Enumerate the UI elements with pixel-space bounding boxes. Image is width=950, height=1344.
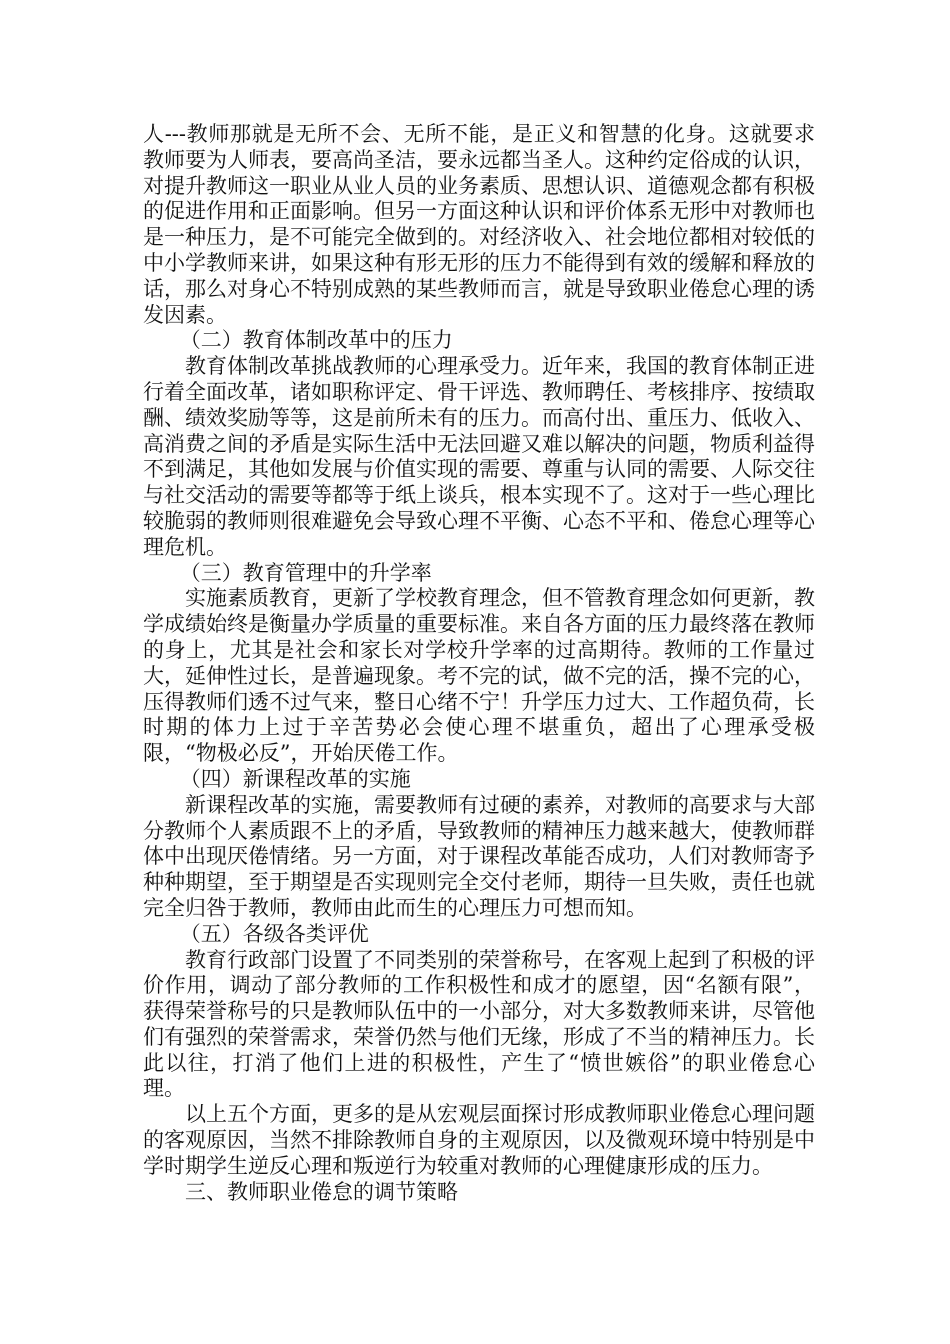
body-paragraph: 教育行政部门设置了不同类别的荣誉称号，在客观上起到了积极的评价作用，调动了部分教师的工作积极性和成才的愿望，因“名额有限”，获得荣誉称号的只是教师队伍中的一小部分，对大多数教师来讲，尽管他们有强烈的荣誉需求，荣誉仍然与他们无缘，形成了不当的精神压力。长此以往，打消了他们上进的积极性，产生了“愤世嫉俗”的职业倦怠心理。: [143, 947, 815, 1101]
body-paragraph: 教育体制改革挑战教师的心理承受力。近年来，我国的教育体制正进行着全面改革，诸如职称评定、骨干评选、教师聘任、考核排序、按绩取酬、绩效奖励等等，这是前所未有的压力。而高付出、重压力、低收入、高消费之间的矛盾是实际生活中无法回避又难以解决的问题，物质利益得不到满足，其他如发展与价值实现的需要、尊重与认同的需要、人际交往与社交活动的需要等都等于纸上谈兵，根本实现不了。这对于一些心理比较脆弱的教师则很难避免会导致心理不平衡、心态不平和、倦怠心理等心理危机。: [143, 354, 815, 559]
body-paragraph: 新课程改革的实施，需要教师有过硬的素养，对教师的高要求与大部分教师个人素质跟不上的矛盾，导致教师的精神压力越来越大，使教师群体中出现厌倦情绪。另一方面，对于课程改革能否成功，人们对教师寄予种种期望，至于期望是否实现则完全交付老师，期待一旦失败，责任也就完全归咎于教师，教师由此而生的心理压力可想而知。: [143, 792, 815, 920]
section-heading-4: （四）新课程改革的实施: [179, 766, 411, 791]
section-heading-2: （二）教育体制改革中的压力: [179, 328, 453, 353]
body-paragraph: 实施素质教育，更新了学校教育理念，但不管教育理念如何更新，教学成绩始终是衡量办学质量的重要标准。来自各方面的压力最终落在教师的身上，尤其是社会和家长对学校升学率的过高期待。教师的工作量过大，延伸性过长，是普遍现象。考不完的试，做不完的活，操不完的心，压得教师们透不过气来，整日心绪不宁！升学压力过大、工作超负荷，长时期的体力上过于辛苦势必会使心理不堪重负，超出了心理承受极限，“物极必反”，开始厌倦工作。: [143, 586, 815, 766]
document-body: [143, 122, 815, 1205]
section-heading-5: （五）各级各类评优: [179, 921, 369, 946]
section-heading-3: （三）教育管理中的升学率: [179, 560, 432, 585]
chapter-heading-3: 三、教师职业倦怠的调节策略: [185, 1179, 458, 1204]
summary-paragraph: 以上五个方面，更多的是从宏观层面探讨形成教师职业倦怠心理问题的客观原因，当然不排除教师自身的主观原因，以及微观环境中特别是中学时期学生逆反心理和叛逆行为较重对教师的心理健康形成的压力。: [143, 1102, 815, 1178]
body-paragraph-continuation: 人---教师那就是无所不会、无所不能，是正义和智慧的化身。这就要求教师要为人师表，要高尚圣洁，要永远都当圣人。这种约定俗成的认识，对提升教师这一职业从业人员的业务素质、思想认识、道德观念都有积极的促进作用和正面影响。但另一方面这种认识和评价体系无形中对教师也是一种压力，是不可能完全做到的。对经济收入、社会地位都相对较低的中小学教师来讲，如果这种有形无形的压力不能得到有效的缓解和释放的话，那么对身心不特别成熟的某些教师而言，就是导致职业倦怠心理的诱发因素。: [143, 122, 815, 327]
